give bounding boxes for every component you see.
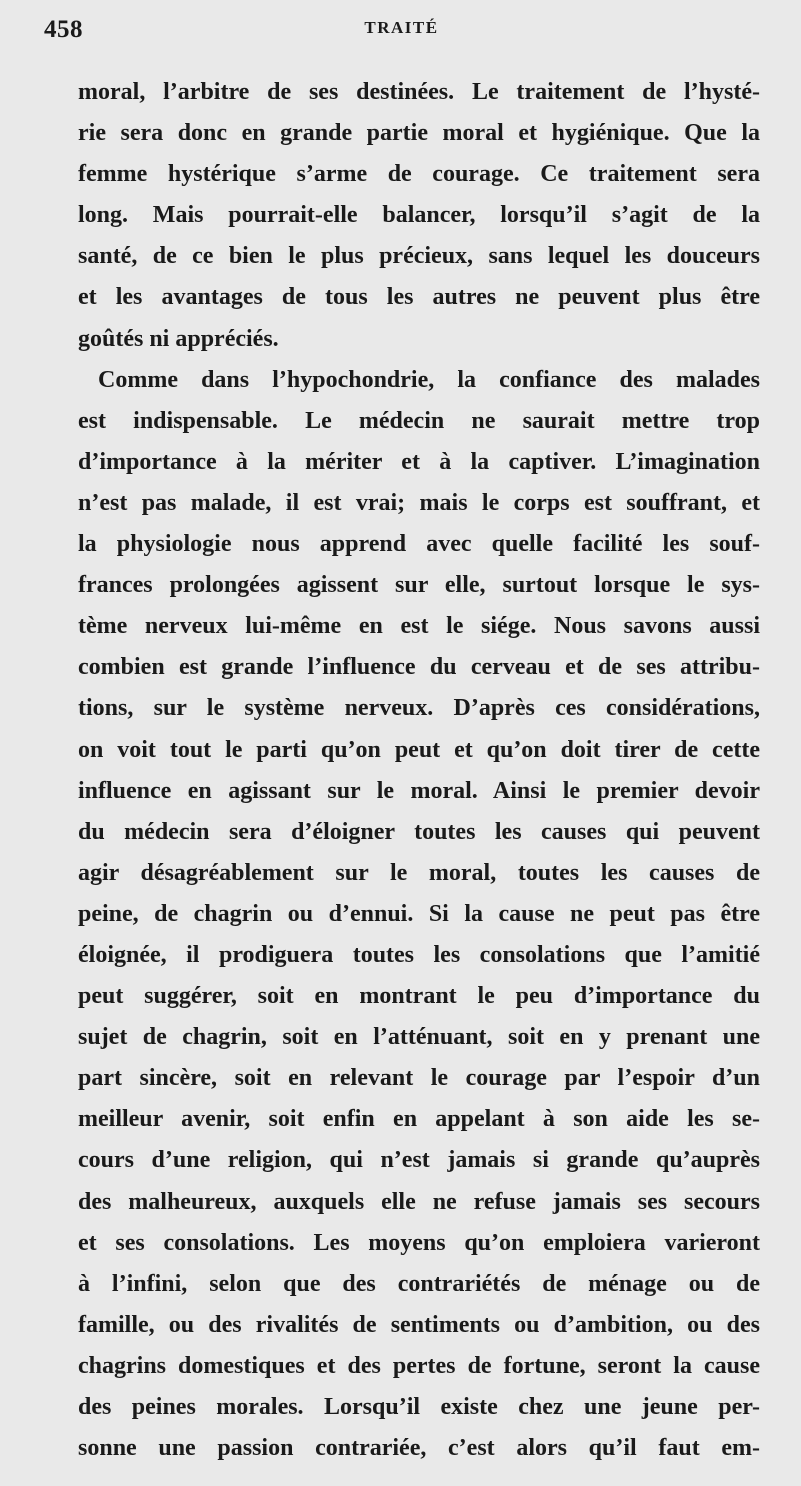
text-line: du médecin sera d’éloigner toutes les causes qui peuvent (78, 818, 760, 845)
text-line: la physiologie nous apprend avec quelle facilité les souf- (78, 531, 760, 558)
text-line: peine, de chagrin ou d’ennui. Si la cause ne peut pas être (78, 900, 760, 927)
text-line: chagrins domestiques et des pertes de fortune, seront la cause (78, 1352, 760, 1379)
text-line: sujet de chagrin, soit en l’atténuant, soit en y prenant une (78, 1024, 760, 1051)
text-line: Comme dans l’hypochondrie, la confiance des malades (98, 366, 760, 393)
text-line: sonne une passion contrariée, c’est alors qu’il faut em- (78, 1435, 760, 1462)
text-line: frances prolongées agissent sur elle, surtout lorsque le sys- (78, 572, 760, 599)
text-line: rie sera donc en grande partie moral et hygiénique. Que la (78, 120, 760, 147)
text-line: et les avantages de tous les autres ne peuvent plus être (78, 284, 760, 311)
text-line: tème nerveux lui-même en est le siége. Nous savons aussi (78, 613, 760, 640)
text-line: d’importance à la mériter et à la captiver. L’imagination (78, 448, 760, 475)
text-line: influence en agissant sur le moral. Ainsi le premier devoir (78, 777, 760, 804)
page-number: 458 (44, 16, 83, 43)
text-line: femme hystérique s’arme de courage. Ce traitement sera (78, 161, 760, 188)
text-line: n’est pas malade, il est vrai; mais le corps est souffrant, et (78, 489, 760, 516)
text-line: cours d’une religion, qui n’est jamais si grande qu’auprès (78, 1147, 760, 1174)
text-line: agir désagréablement sur le moral, toutes les causes de (78, 859, 760, 886)
text-line: part sincère, soit en relevant le courage par l’espoir d’un (78, 1065, 760, 1092)
text-line: famille, ou des rivalités de sentiments ou d’ambition, ou des (78, 1311, 760, 1338)
text-line: à l’infini, selon que des contrariétés de ménage ou de (78, 1270, 760, 1297)
text-line: on voit tout le parti qu’on peut et qu’on doit tirer de cette (78, 736, 760, 763)
body-text (78, 72, 760, 1469)
running-head: TRAITÉ (364, 18, 439, 37)
text-line: des malheureux, auxquels elle ne refuse jamais ses secours (78, 1188, 760, 1215)
text-line: est indispensable. Le médecin ne saurait mettre trop (78, 407, 760, 434)
text-line: meilleur avenir, soit enfin en appelant à son aide les se- (78, 1106, 760, 1133)
text-line: goûtés ni appréciés. (78, 325, 279, 352)
text-line: peut suggérer, soit en montrant le peu d’importance du (78, 983, 760, 1010)
text-line: des peines morales. Lorsqu’il existe chez une jeune per- (78, 1394, 760, 1420)
text-line: long. Mais pourrait-elle balancer, lorsqu’il s’agit de la (78, 202, 760, 229)
page-header (44, 6, 759, 46)
text-line: moral, l’arbitre de ses destinées. Le traitement de l’hysté- (78, 79, 760, 105)
text-line: santé, de ce bien le plus précieux, sans lequel les douceurs (78, 243, 760, 270)
text-line: combien est grande l’influence du cerveau et de ses attribu- (78, 654, 760, 681)
text-line: tions, sur le système nerveux. D’après ces considérations, (78, 695, 760, 722)
text-line: et ses consolations. Les moyens qu’on emploiera varieront (78, 1229, 760, 1256)
text-line: éloignée, il prodiguera toutes les consolations que l’amitié (78, 941, 760, 968)
